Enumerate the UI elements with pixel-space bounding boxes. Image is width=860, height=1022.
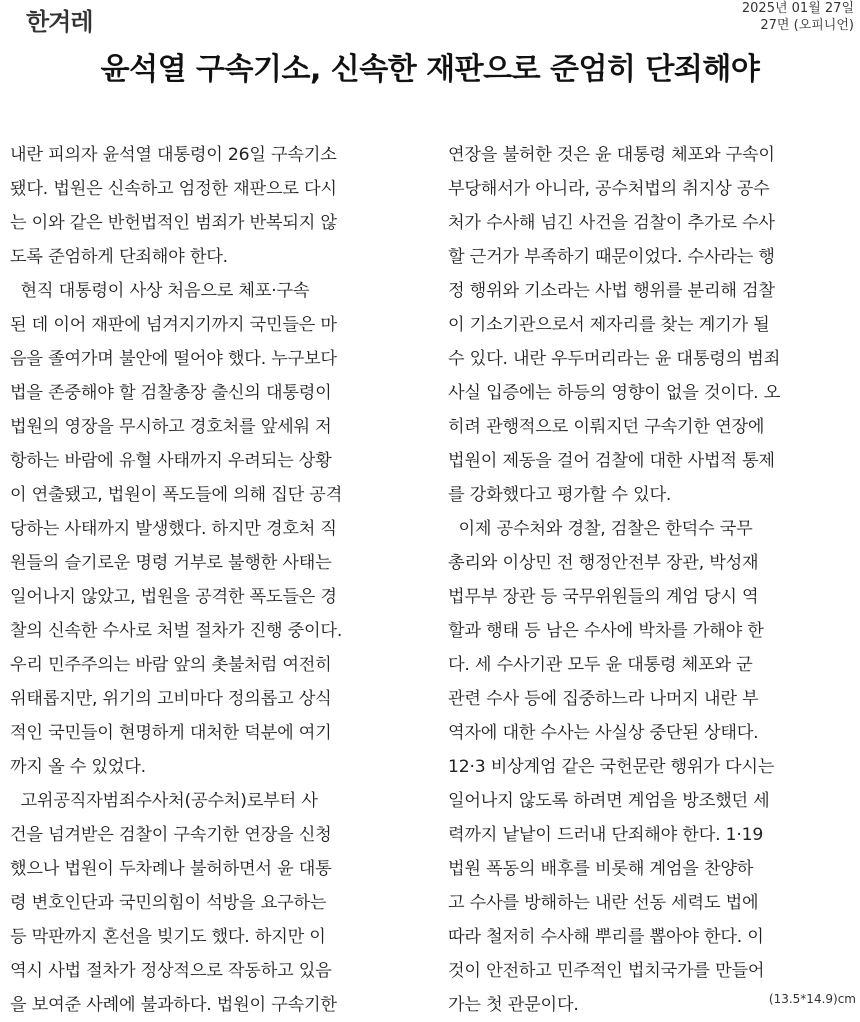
article-text-line: 력까지 낱낱이 드러내 단죄해야 한다. 1·19 — [448, 825, 764, 845]
article-text-line: 관련 수사 등에 집중하느라 나머지 내란 부 — [448, 689, 759, 709]
article-text-line: 역자에 대한 수사는 사실상 중단된 상태다. — [448, 723, 759, 743]
article-text-line: 부당해서가 아니라, 공수처법의 취지상 공수 — [448, 179, 770, 199]
article-text-line: 역시 사법 절차가 정상적으로 작동하고 있음 — [10, 961, 332, 981]
article-text-line: 우리 민주주의는 바람 앞의 촛불처럼 여전히 — [10, 655, 332, 675]
article-text-line: 를 강화했다고 평가할 수 있다. — [448, 485, 672, 505]
article-text-line: 이제 공수처와 경찰, 검찰은 한덕수 국무 — [448, 519, 753, 539]
article-text-line: 된 데 이어 재판에 넘겨지기까지 국민들은 마 — [10, 315, 337, 335]
article-text-line: 일어나지 않았고, 법원을 공격한 폭도들은 경 — [10, 587, 337, 607]
article-text-line: 등 막판까지 혼선을 빚기도 했다. 하지만 이 — [10, 927, 326, 947]
article-text-line: 됐다. 법원은 신속하고 엄정한 재판으로 다시 — [10, 179, 337, 199]
article-text-line: 고 수사를 방해하는 내란 선동 세력도 법에 — [448, 893, 759, 913]
article-text-line: 사실 입증에는 하등의 영향이 없을 것이다. 오 — [448, 383, 781, 403]
article-column-right — [448, 138, 860, 1022]
article-text-line: 고위공직자범죄수사처(공수처)로부터 사 — [10, 791, 318, 811]
article-text-line: 령 변호인단과 국민의힘이 석방을 요구하는 — [10, 893, 327, 913]
publication-meta — [742, 0, 854, 34]
article-text-line: 정 행위와 기소라는 사법 행위를 분리해 검찰 — [448, 281, 775, 301]
article-text-line: 항하는 바람에 유혈 사태까지 우려되는 상황 — [10, 451, 332, 471]
article-text-line: 법을 존중해야 할 검찰총장 출신의 대통령이 — [10, 383, 332, 403]
article-text-line: 도록 준엄하게 단죄해야 한다. — [10, 247, 228, 267]
article-text-line: 찰의 신속한 수사로 처벌 절차가 진행 중이다. — [10, 621, 343, 641]
article-text-line: 적인 국민들이 현명하게 대처한 덕분에 여기 — [10, 723, 332, 743]
article-text-line: 처가 수사해 넘긴 사건을 검찰이 추가로 수사 — [448, 213, 775, 233]
article-text-line: 수 있다. 내란 우두머리라는 윤 대통령의 범죄 — [448, 349, 781, 369]
article-text-line: 법원 폭동의 배후를 비롯해 계엄을 찬양하 — [448, 859, 754, 879]
article-text-line: 다. 세 수사기관 모두 윤 대통령 체포와 군 — [448, 655, 753, 675]
page-section: 27면 (오피니언) — [760, 18, 854, 33]
article-text-line: 까지 올 수 있었다. — [10, 757, 146, 777]
article-text-line: 할 근거가 부족하기 때문이었다. 수사라는 행 — [448, 247, 775, 267]
article-column-left — [10, 138, 410, 1022]
article-text-line: 음을 졸여가며 불안에 떨어야 했다. 누구보다 — [10, 349, 337, 369]
article-text-line: 이 연출됐고, 법원이 폭도들에 의해 집단 공격 — [10, 485, 343, 505]
article-text-line: 가는 첫 관문이다. — [448, 995, 579, 1015]
article-text-line: 연장을 불허한 것은 윤 대통령 체포와 구속이 — [448, 145, 775, 165]
article-text-line: 을 보여준 사례에 불과하다. 법원이 구속기한 — [10, 995, 337, 1015]
article-text-line: 법무부 장관 등 국무위원들의 계엄 당시 역 — [448, 587, 759, 607]
clipping-size: (13.5*14.9)cm — [768, 992, 856, 1006]
article-text-line: 건을 넘겨받은 검찰이 구속기한 연장을 신청 — [10, 825, 332, 845]
article-text-line: 당하는 사태까지 발생했다. 하지만 경호처 직 — [10, 519, 337, 539]
newspaper-logo: 한겨레 — [26, 8, 93, 36]
article-text-line: 것이 안전하고 민주적인 법치국가를 만들어 — [448, 961, 765, 981]
article-text-line: 위태롭지만, 위기의 고비마다 정의롭고 상식 — [10, 689, 332, 709]
article-text-line: 할과 행태 등 남은 수사에 박차를 가해야 한 — [448, 621, 764, 641]
article-text-line: 일어나지 않도록 하려면 계엄을 방조했던 세 — [448, 791, 770, 811]
article-text-line: 12·3 비상계엄 같은 국헌문란 행위가 다시는 — [448, 757, 775, 777]
article-text-line: 내란 피의자 윤석열 대통령이 26일 구속기소 — [10, 145, 337, 165]
article-text-line: 따라 철저히 수사해 뿌리를 뽑아야 한다. 이 — [448, 927, 764, 947]
article-text-line: 히려 관행적으로 이뤄지던 구속기한 연장에 — [448, 417, 765, 437]
article-text-line: 법원의 영장을 무시하고 경호처를 앞세워 저 — [10, 417, 332, 437]
publication-date: 2025년 01월 27일 — [741, 1, 854, 16]
article-text-line: 원들의 슬기로운 명령 거부로 불행한 사태는 — [10, 553, 332, 573]
article-text-line: 했으나 법원이 두차례나 불허하면서 윤 대통 — [10, 859, 332, 879]
article-headline: 윤석열 구속기소, 신속한 재판으로 준엄히 단죄해야 — [100, 52, 760, 87]
article-text-line: 현직 대통령이 사상 처음으로 체포·구속 — [10, 281, 310, 301]
article-text-line: 이 기소기관으로서 제자리를 찾는 계기가 될 — [448, 315, 770, 335]
article-text-line: 는 이와 같은 반헌법적인 범죄가 반복되지 않 — [10, 213, 337, 233]
article-text-line: 총리와 이상민 전 행정안전부 장관, 박성재 — [448, 553, 759, 573]
article-text-line: 법원이 제동을 걸어 검찰에 대한 사법적 통제 — [448, 451, 775, 471]
